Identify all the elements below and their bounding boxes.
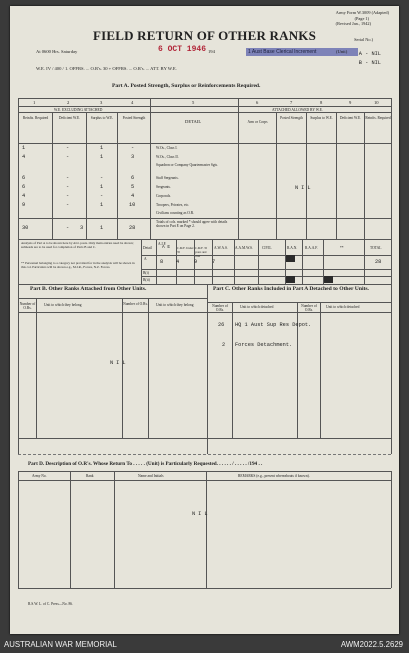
left-col-surplus: Surplus to W.E. [90, 116, 114, 120]
col-num-10: 10 [374, 100, 379, 105]
row-ssgt-detail: Staff Sergeants. [156, 176, 179, 180]
archive-accession-number: AWM2022.5.2629 [340, 640, 403, 649]
archive-footer [0, 638, 409, 653]
part-d-col-remarks: REMARKS (e.g., present whereabouts if known). [238, 474, 310, 478]
detail-header: DETAIL [185, 119, 202, 124]
redaction-block [324, 276, 333, 283]
part-c-col-unit-2: Unit to which detached [326, 305, 360, 309]
col-num-2: 2 [67, 100, 70, 105]
part-b-col-unit-2: Unit to which they belong [156, 303, 194, 307]
right-col-posted: Posted Strength [280, 116, 303, 120]
analysis-value-3: 9 [194, 259, 198, 265]
attached-nil: NIL [295, 185, 314, 191]
right-col-deficient: Deficient W.E. [339, 116, 362, 120]
col-num-3: 3 [100, 100, 103, 105]
analysis-h-total: TOTAL [370, 246, 382, 250]
part-c-entry-1-unit: HQ 1 Aust Sup Res Depot. [235, 322, 312, 328]
total-surplus-2: 1 [100, 225, 104, 231]
redaction-block [286, 276, 295, 283]
time-day-label: At 0600 Hrs. Saturday [36, 49, 78, 54]
analysis-h-awas: A.W.A.S. [214, 246, 228, 250]
row-woII-deficient: - [66, 154, 70, 160]
row-pte-surplus: 1 [100, 202, 104, 208]
row-sgt-deficient: - [66, 184, 70, 190]
col-num-8: 8 [320, 100, 323, 105]
army-form-number: Army Form W.3009 (Adapted) [335, 10, 389, 15]
serial-b: B - NIL [358, 60, 381, 66]
totals-detail: Totals of cols. marked * should agree with details shown in Part E on Page 2. [156, 220, 228, 229]
serial-label: Serial No.) [354, 37, 373, 42]
row-woII-posted: 3 [131, 154, 135, 160]
row-sgt-surplus: 1 [100, 184, 104, 190]
row-cpl-reinfts: 4 [22, 193, 26, 199]
part-c-entry-1-num: 26 [218, 322, 225, 328]
part-d-heading: Part D. Description of O.R's. Whose Return To . . . . . (Unit) is Particularly Requested. . . . . . / . . . . . /194 . . [28, 461, 263, 467]
row-woI-reinfts: 1 [22, 145, 26, 151]
analysis-row-bii: B(ii) [143, 278, 150, 282]
row-pte-reinfts: 9 [22, 202, 26, 208]
analysis-h-civil: CIVIL [262, 246, 272, 250]
redaction-block [286, 255, 295, 262]
row-cpl-deficient: - [66, 193, 70, 199]
left-col-reinfts: Reinfts. Required [22, 116, 49, 120]
printer-imprint: R.S.W. L. of C. Press—No. 86. [28, 602, 73, 606]
part-c-entry-2-unit: Forces Detachment. [235, 342, 293, 348]
analysis-row-bi: B(i) [143, 271, 149, 275]
analysis-note: Analysis of Part A to be shown here by ALL posts. Only main entries need be shown; subheads are to be used for completion of Parts B and C. [21, 241, 134, 250]
row-sgt-detail: Sergeants. [156, 185, 171, 189]
part-c-col-unit: Unit to which detached [240, 305, 274, 309]
we-offrs-line: W.E. IV / 400 / 1. OFFRS. ... O.R's. 30 + OFFRS. ... O.R's. ... ATT. BY W.E. [36, 66, 177, 71]
row-cpl-detail: Corporals. [156, 194, 172, 198]
part-b-col-number: Number of O.Rs. [19, 302, 36, 311]
right-col-reinfts: Reinfts. Required [365, 116, 391, 120]
analysis-h-cmf-over: C.M.F. 35 years and over [195, 246, 208, 259]
part-d-col-army-no: Army No. [32, 474, 47, 478]
right-col-surplus: Surplus to W.E. [310, 116, 333, 120]
col-num-1: 1 [33, 100, 36, 105]
row-woI-detail: W.Os., Class I. [156, 146, 178, 150]
analysis-value-1: 8 [160, 259, 164, 265]
part-b-col-number-2: Number of O.Rs. [123, 302, 148, 306]
total-deficient: - [66, 225, 70, 231]
col-num-6: 6 [256, 100, 259, 105]
row-ssgt-posted: 6 [131, 175, 135, 181]
year-label: 194 [208, 49, 215, 54]
part-c-col-number: Number of O.Rs. [212, 304, 228, 313]
col-num-7: 7 [290, 100, 293, 105]
col-num-4: 4 [131, 100, 134, 105]
analysis-note-2: ** Personnel belonging to a category not provided for in the analysis will be shown in this col. Particulars will be shown e.g., M.I.R., Forces, N.Z. Forces. [21, 261, 135, 270]
total-posted: 28 [129, 225, 136, 231]
analysis-value-4: 7 [212, 259, 216, 265]
part-c-entry-2-num: 2 [222, 342, 226, 348]
row-woII-surplus: 1 [100, 154, 104, 160]
analysis-h-detail: Detail [143, 246, 152, 250]
row-woII-reinfts: 4 [22, 154, 26, 160]
date-stamp: 6 OCT 1946 [158, 45, 207, 54]
page-number: (Page 1) [354, 16, 369, 21]
analysis-h-raaf: R.A.A.F. [305, 246, 318, 250]
part-c-heading: Part C. Other Ranks Included in Part A Detached to Other Units. [213, 286, 369, 292]
left-col-deficient: Deficient W.E. [58, 116, 81, 120]
row-woI-deficient: - [66, 145, 70, 151]
row-sgt-posted: 5 [131, 184, 135, 190]
part-a-heading: Part A. Posted Strength, Surplus or Reinforcements Required. [112, 83, 261, 89]
row-woII-detail: W.Os., Class II. [156, 155, 179, 159]
col-num-5: 5 [192, 100, 195, 105]
row-ssgt-surplus: - [100, 175, 104, 181]
revision-date: (Revised Jan., 1942) [335, 21, 371, 26]
part-d-col-rank: Rank [86, 474, 94, 478]
total-surplus: 3 [80, 225, 84, 231]
attached-allowed-header: ATTACHED ALLOWED BY W.E. [272, 107, 323, 112]
unit-label: (Unit) [336, 49, 348, 54]
analysis-row-a: A [144, 257, 147, 261]
row-woI-surplus: 1 [100, 145, 104, 151]
analysis-h-aamws: A.A.M.W.S. [235, 246, 253, 250]
right-col-arm: Arm or Corps [247, 120, 268, 124]
row-sqms-detail: Squadron or Company Quartermaster Sgts. [156, 163, 218, 167]
part-d-col-name: Name and Initials [138, 474, 164, 478]
we-excluding-header: W.E. EXCLUDING ATTACHED [54, 107, 103, 112]
row-cpl-surplus: - [100, 193, 104, 199]
analysis-value-2: 4 [176, 259, 180, 265]
row-woI-posted: - [131, 145, 135, 151]
analysis-h-other: ** [340, 246, 344, 250]
form-sheet [10, 6, 399, 634]
part-b-col-unit: Unit to which they belong [44, 303, 82, 307]
unit-name: 1 Aust Base Clerical Increment [248, 48, 317, 55]
serial-a: A - NIL [358, 51, 381, 57]
left-col-posted: Posted Strength [122, 116, 146, 120]
analysis-total-value: 28 [375, 259, 382, 265]
part-c-col-number-2: Number of O.Rs. [301, 304, 317, 313]
part-b-nil: NIL [110, 360, 129, 366]
row-cpl-posted: 4 [131, 193, 135, 199]
part-b-heading: Part B. Other Ranks Attached from Other Units. [30, 286, 147, 292]
total-reinfts: 30 [22, 225, 29, 231]
row-ssgt-deficient: - [66, 175, 70, 181]
row-sgt-reinfts: 6 [22, 184, 26, 190]
analysis-h-cmf-under: C.M.F. Under 35 [177, 246, 194, 255]
form-title: FIELD RETURN OF OTHER RANKS [92, 28, 317, 43]
analysis-h-ran: R.A.N. [287, 246, 298, 250]
row-pte-posted: 10 [129, 202, 136, 208]
row-civilians-detail: Civilians counting as O.R. [156, 211, 195, 215]
row-pte-detail: Troopers, Privates, etc. [156, 203, 190, 207]
analysis-h-aif: A.I.F. [158, 242, 167, 246]
row-pte-deficient: - [66, 202, 70, 208]
analysis-aif-mark: A E [162, 245, 171, 250]
archive-name: AUSTRALIAN WAR MEMORIAL [4, 640, 117, 649]
row-ssgt-reinfts: 6 [22, 175, 26, 181]
part-d-nil: NIL [192, 511, 211, 517]
col-num-9: 9 [349, 100, 352, 105]
